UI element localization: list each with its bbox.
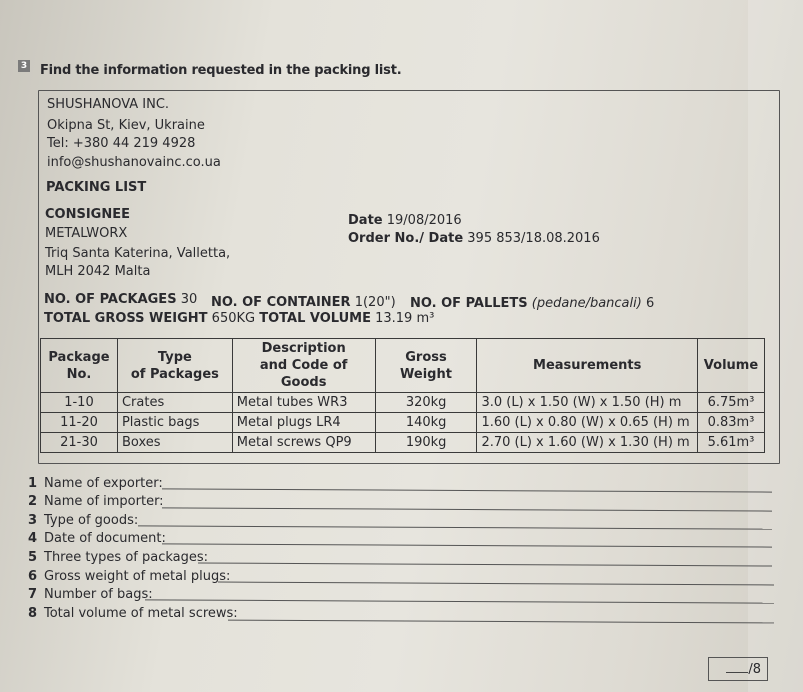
- answer-line-4[interactable]: [162, 543, 772, 547]
- answer-line-1[interactable]: [162, 488, 772, 492]
- pallets-line: [410, 296, 654, 312]
- question-item: 4 Date of document:: [28, 531, 166, 546]
- cell-description: Metal screws QP9: [232, 433, 375, 453]
- answer-line-5[interactable]: [198, 562, 772, 566]
- cell-measurements: 2.70 (L) x 1.60 (W) x 1.30 (H) m: [477, 433, 698, 453]
- container-label: NO. OF CONTAINER: [211, 295, 351, 310]
- table-row: [41, 393, 765, 413]
- gross-label: TOTAL GROSS WEIGHT: [44, 311, 208, 326]
- header-package: Package No.: [41, 339, 118, 393]
- pallets-value: 6: [645, 296, 655, 311]
- score-box[interactable]: [708, 657, 768, 681]
- company-name: SHUSHANOVA INC.: [47, 97, 170, 112]
- question-item: 5 Three types of packages:: [28, 550, 209, 565]
- table-row: [41, 433, 765, 453]
- consignee-label: CONSIGNEE: [45, 207, 130, 222]
- cell-gross: 320kg: [375, 393, 477, 413]
- order-value: 395 853/18.08.2016: [467, 231, 600, 246]
- question-item: 3 Type of goods:: [28, 513, 139, 528]
- question-item: 6 Gross weight of metal plugs:: [28, 569, 231, 584]
- consignee-street: Triq Santa Katerina, Valletta,: [45, 246, 231, 261]
- score-blank: [726, 658, 748, 673]
- cell-gross: 140kg: [375, 413, 477, 433]
- cell-volume: 6.75m³: [697, 393, 764, 413]
- header-type: Type of Packages: [117, 339, 232, 393]
- cell-volume: 0.83m³: [697, 413, 764, 433]
- cell-type: Plastic bags: [117, 413, 232, 433]
- consignee-name: METALWORX: [45, 226, 128, 241]
- question-item: 8 Total volume of metal screws:: [28, 606, 238, 621]
- question-item: 1 Name of exporter:: [28, 476, 163, 491]
- cell-description: Metal plugs LR4: [232, 413, 375, 433]
- table-header-row: [41, 339, 765, 393]
- cell-type: Crates: [117, 393, 232, 413]
- header-volume: Volume: [697, 339, 764, 393]
- header-description: Description and Code of Goods: [232, 339, 375, 393]
- answer-line-6[interactable]: [218, 582, 774, 586]
- answer-line-2[interactable]: [162, 507, 772, 511]
- packing-list-title: PACKING LIST: [46, 180, 147, 195]
- answer-line-3[interactable]: [138, 525, 772, 529]
- cell-measurements: 3.0 (L) x 1.50 (W) x 1.50 (H) m: [477, 393, 698, 413]
- answer-line-8[interactable]: [228, 620, 774, 624]
- totals-line: [44, 311, 434, 327]
- packages-label: NO. OF PACKAGES: [44, 292, 177, 307]
- answer-line-7[interactable]: [145, 599, 774, 603]
- order-label: Order No./ Date: [348, 231, 464, 246]
- packing-table: [40, 338, 765, 453]
- date-label: Date: [348, 213, 383, 228]
- cell-measurements: 1.60 (L) x 0.80 (W) x 0.65 (H) m: [477, 413, 698, 433]
- cell-package: 1-10: [41, 393, 118, 413]
- pallets-note: (pedane/bancali): [531, 296, 642, 311]
- cell-gross: 190kg: [375, 433, 477, 453]
- container-value: 1(20"): [354, 295, 396, 310]
- company-email: info@shushanovainc.co.ua: [47, 155, 221, 170]
- question-number-badge: 3: [18, 60, 30, 72]
- company-tel: Tel: +380 44 219 4928: [47, 136, 196, 151]
- header-gross-weight: Gross Weight: [375, 339, 477, 393]
- pallets-label: NO. OF PALLETS: [410, 296, 528, 311]
- volume-label: TOTAL VOLUME: [259, 311, 371, 326]
- question-item: 2 Name of importer:: [28, 494, 164, 509]
- packages-value: 30: [180, 292, 198, 307]
- gross-value: 650KG: [211, 311, 256, 326]
- header-measurements: Measurements: [477, 339, 698, 393]
- cell-volume: 5.61m³: [697, 433, 764, 453]
- order-line: [348, 231, 600, 247]
- consignee-postcode: MLH 2042 Malta: [45, 264, 151, 279]
- date-line: [348, 213, 462, 229]
- volume-value: 13.19 m³: [375, 311, 435, 326]
- question-item: 7 Number of bags:: [28, 587, 153, 602]
- question-title: Find the information requested in the packing list.: [40, 63, 402, 78]
- company-address: Okipna St, Kiev, Ukraine: [47, 118, 205, 133]
- packages-line: [44, 292, 197, 308]
- cell-package: 21-30: [41, 433, 118, 453]
- cell-package: 11-20: [41, 413, 118, 433]
- container-line: [211, 295, 396, 311]
- date-value: 19/08/2016: [386, 213, 462, 228]
- cell-type: Boxes: [117, 433, 232, 453]
- score-total: /8: [748, 662, 761, 677]
- cell-description: Metal tubes WR3: [232, 393, 375, 413]
- table-row: [41, 413, 765, 433]
